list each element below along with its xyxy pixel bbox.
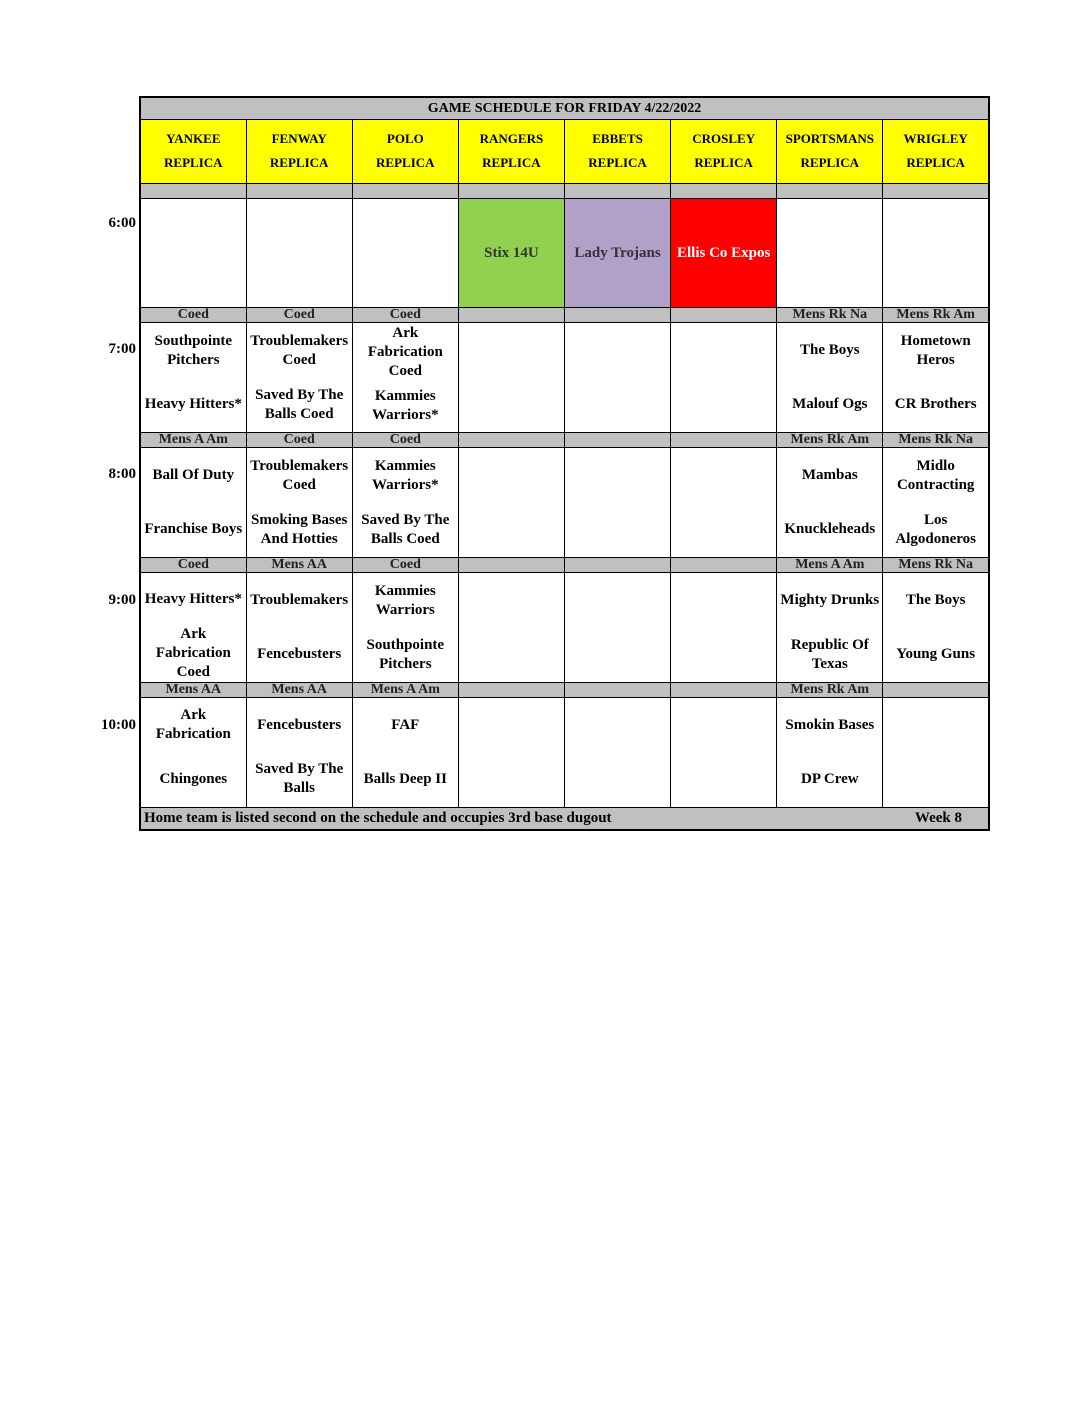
division-label [140, 183, 246, 198]
division-label: Coed [352, 558, 458, 573]
division-label [565, 183, 671, 198]
division-label: Coed [352, 433, 458, 448]
home-team [459, 628, 564, 682]
field-name: POLO [386, 131, 424, 147]
home-team: Saved By The Balls [255, 761, 344, 797]
game-cell [352, 697, 458, 807]
division-label [246, 183, 352, 198]
division-label [565, 682, 671, 697]
home-team: Heavy Hitters* [144, 396, 242, 413]
game-cell [777, 573, 883, 683]
empty-cell [671, 697, 777, 807]
away-team: Ark Fabrication [155, 707, 231, 743]
division-label [565, 558, 671, 573]
home-team: Saved By The Balls Coed [255, 386, 344, 422]
field-header-ebbets [565, 120, 671, 183]
field-name: FENWAY [271, 131, 327, 147]
away-team: The Boys [905, 592, 966, 608]
away-team: Ark Fabrication Coed [367, 324, 443, 379]
home-team [565, 378, 670, 432]
away-team [671, 574, 776, 628]
game-cell [883, 448, 989, 558]
empty-cell [565, 323, 671, 433]
empty-cell [565, 448, 671, 558]
home-team [565, 503, 670, 557]
away-team [459, 324, 564, 378]
away-team: Hometown Heros [900, 332, 971, 368]
field-sub: REPLICA [164, 155, 223, 171]
empty-cell [352, 198, 458, 308]
empty-cell [883, 697, 989, 807]
away-team [565, 449, 670, 503]
field-header-rangers [458, 120, 564, 183]
away-team: Southpointe Pitchers [154, 332, 233, 368]
division-label: Mens Rk Am [777, 682, 883, 697]
away-team [459, 449, 564, 503]
away-team [565, 698, 670, 752]
empty-cell [458, 573, 564, 683]
division-label [671, 558, 777, 573]
division-label: Mens Rk Am [883, 308, 989, 323]
game-cell [777, 697, 883, 807]
home-team [671, 752, 776, 806]
division-label [671, 682, 777, 697]
away-team [671, 324, 776, 378]
home-team: DP Crew [800, 770, 859, 787]
away-team: Troublemakers [250, 592, 349, 608]
field-name: YANKEE [166, 131, 221, 147]
footer [140, 807, 989, 830]
time-label: 8:00 [108, 466, 136, 482]
division-label [671, 183, 777, 198]
division-label: Mens AA [246, 682, 352, 697]
division-label: Mens Rk Na [883, 558, 989, 573]
week-label: Week 8 [914, 809, 962, 826]
away-team [671, 698, 776, 752]
away-team [565, 574, 670, 628]
home-team [565, 628, 670, 682]
game-cell [140, 573, 246, 683]
field-sub: REPLICA [269, 155, 329, 171]
empty-cell [458, 448, 564, 558]
division-label: Mens Rk Am [777, 433, 883, 448]
away-team: FAF [391, 716, 420, 733]
division-label [565, 308, 671, 323]
game-cell: Lady Trojans [565, 198, 671, 308]
division-label: Mens Rk Na [777, 308, 883, 323]
field-sub: REPLICA [800, 155, 860, 171]
home-team [883, 752, 988, 806]
empty-cell [565, 573, 671, 683]
field-name: SPORTSMANS [785, 131, 875, 147]
game-cell [352, 573, 458, 683]
field-sub: REPLICA [482, 155, 541, 171]
field-header-crosley [671, 120, 777, 183]
empty-cell [140, 198, 246, 308]
away-team: Mighty Drunks [780, 592, 880, 608]
home-team [671, 503, 776, 557]
home-team-note: Home team is listed second on the schedule and occupies 3rd base dugout [144, 809, 612, 826]
game-cell [140, 448, 246, 558]
division-label: Mens Rk Na [883, 433, 989, 448]
schedule-table [139, 96, 990, 831]
field-name: WRIGLEY [903, 131, 968, 147]
away-team [565, 324, 670, 378]
division-label: Mens A Am [140, 433, 246, 448]
game-cell [883, 323, 989, 433]
home-team: Malouf Ogs [792, 396, 868, 413]
schedule-title: GAME SCHEDULE FOR FRIDAY 4/22/2022 [140, 97, 989, 120]
game-cell [246, 323, 352, 433]
empty-cell [883, 198, 989, 308]
division-label [671, 308, 777, 323]
division-label: Mens AA [140, 682, 246, 697]
home-team [459, 378, 564, 432]
field-name: CROSLEY [692, 131, 756, 147]
field-header-sportsmans [777, 120, 883, 183]
home-team: Southpointe Pitchers [366, 636, 445, 672]
away-team: Troublemakers Coed [250, 332, 349, 368]
empty-cell [565, 697, 671, 807]
away-team: Smokin Bases [785, 716, 875, 733]
home-team: Smoking Bases And Hotties [251, 511, 348, 547]
home-team [459, 752, 564, 806]
away-team: Troublemakers Coed [250, 457, 349, 493]
game-cell [140, 323, 246, 433]
game-cell [777, 448, 883, 558]
away-team [459, 574, 564, 628]
field-header-fenway [246, 120, 352, 183]
field-sub: REPLICA [694, 155, 753, 171]
home-team: Saved By The Balls Coed [361, 511, 450, 547]
game-cell: Stix 14U [458, 198, 564, 308]
home-team: Balls Deep II [363, 770, 447, 787]
field-sub: REPLICA [376, 155, 435, 171]
away-team: Midlo Contracting [896, 457, 975, 493]
division-label [458, 682, 564, 697]
field-name: EBBETS [592, 131, 643, 147]
division-label [883, 183, 989, 198]
division-label: Mens A Am [352, 682, 458, 697]
away-team: Kammies Warriors [374, 582, 436, 618]
division-label [458, 558, 564, 573]
empty-cell [671, 573, 777, 683]
home-team: Ark Fabrication Coed [155, 625, 231, 680]
home-team: Chingones [159, 770, 228, 787]
empty-cell [777, 198, 883, 308]
division-label: Coed [140, 558, 246, 573]
home-team: Fencebusters [257, 646, 342, 662]
game-cell [352, 448, 458, 558]
division-label [458, 433, 564, 448]
game-cell [140, 697, 246, 807]
home-team: CR Brothers [894, 396, 977, 413]
field-sub: REPLICA [906, 155, 965, 171]
game-cell [883, 573, 989, 683]
division-label: Coed [246, 308, 352, 323]
game-cell [246, 448, 352, 558]
home-team [671, 628, 776, 682]
empty-cell [246, 198, 352, 308]
division-label [565, 433, 671, 448]
away-team: The Boys [800, 342, 860, 359]
home-team [565, 752, 670, 806]
game-cell [352, 323, 458, 433]
home-team: Franchise Boys [144, 521, 243, 538]
home-team: Kammies Warriors* [371, 388, 439, 424]
empty-cell [458, 697, 564, 807]
game-cell [246, 573, 352, 683]
field-header-yankee [140, 120, 246, 183]
home-team: Republic Of Texas [790, 636, 869, 672]
empty-cell [671, 323, 777, 433]
away-team [671, 449, 776, 503]
field-name: RANGERS [479, 131, 544, 147]
away-team [883, 698, 988, 752]
division-label: Coed [140, 308, 246, 323]
home-team [459, 503, 564, 557]
time-label: 10:00 [101, 717, 136, 733]
away-team: Fencebusters [257, 716, 342, 733]
away-team: Kammies Warriors* [371, 457, 439, 493]
home-team: Knuckleheads [784, 521, 876, 538]
division-label: Coed [246, 433, 352, 448]
empty-cell [458, 323, 564, 433]
division-label [671, 433, 777, 448]
away-team: Mambas [801, 467, 858, 484]
home-team: Los Algodoneros [895, 511, 976, 547]
division-label [352, 183, 458, 198]
game-cell [777, 323, 883, 433]
field-header-wrigley [883, 120, 989, 183]
division-label [458, 308, 564, 323]
empty-cell [671, 448, 777, 558]
home-team: Young Guns [896, 646, 976, 662]
game-cell: Ellis Co Expos [671, 198, 777, 308]
game-cell [246, 697, 352, 807]
time-label: 7:00 [108, 341, 136, 357]
division-label: Coed [352, 308, 458, 323]
away-team [459, 698, 564, 752]
field-sub: REPLICA [588, 155, 647, 171]
division-label: Mens AA [246, 558, 352, 573]
away-team: Ball Of Duty [152, 467, 235, 484]
home-team [671, 378, 776, 432]
away-team: Heavy Hitters* [144, 590, 242, 607]
division-label [777, 183, 883, 198]
time-label: 9:00 [108, 592, 136, 608]
time-label: 6:00 [108, 215, 136, 231]
division-label: Mens A Am [777, 558, 883, 573]
field-header-polo [352, 120, 458, 183]
division-label [458, 183, 564, 198]
division-label [883, 682, 989, 697]
